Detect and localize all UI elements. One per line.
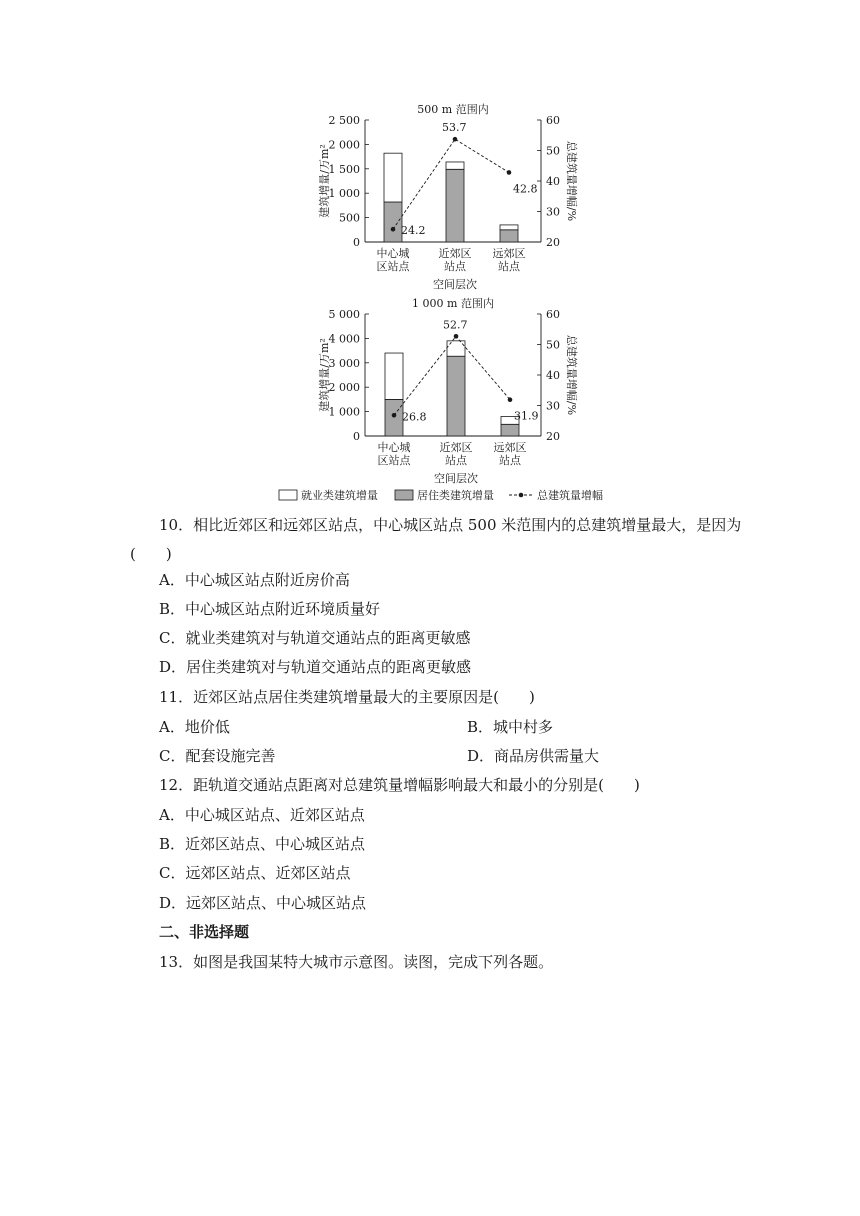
q10-option-c: C．就业类建筑对与轨道交通站点的距离更敏感 [159,629,471,647]
y-tick-label-left: 1 500 [328,162,360,176]
x-tick-label: 中心城 [377,441,411,454]
q11-option-d: D．商品房供需量大 [467,747,600,765]
bar-employment-inner-suburb [446,162,464,169]
y-tick-label-right: 40 [546,175,560,188]
y-tick-label-left: 1 000 [328,187,360,201]
q12-stem: 12．距轨道交通站点距离对总建筑量增幅影响最大和最小的分别是( ) [159,776,640,794]
growth-point-inner-suburb [454,334,459,339]
growth-label-central: 26.8 [402,410,427,424]
x-tick-label: 中心城 [376,247,410,260]
growth-label-inner-suburb: 52.7 [443,318,468,332]
x-tick-label: 区站点 [376,260,410,273]
x-tick-label: 区站点 [377,454,411,467]
bar-residential-central [384,202,402,242]
y-axis-title-right: 总建筑量增幅/% [565,140,578,222]
y-tick-label-right: 20 [546,236,560,249]
y-tick-label-left: 0 [353,430,360,443]
y-tick-label-left: 0 [353,236,360,249]
q11-stem: 11．近郊区站点居住类建筑增量最大的主要原因是( ) [159,688,535,706]
q10-option-b: B．中心城区站点附近环境质量好 [159,600,381,618]
bar-residential-inner-suburb [447,356,465,436]
growth-point-outer-suburb [508,397,513,402]
q10-stem-line2: ( ) [130,545,172,563]
bar-residential-inner-suburb [446,169,464,242]
bar-employment-outer-suburb [500,225,518,230]
x-tick-label: 近郊区 [439,441,473,454]
x-tick-label: 远郊区 [493,441,527,454]
q12-option-c: C．远郊区站点、近郊区站点 [159,864,351,882]
y-tick-label-right: 60 [546,114,560,127]
x-axis-title: 空间层次 [433,278,477,291]
growth-point-central [392,413,397,418]
y-axis-title-right: 总建筑量增幅/% [565,334,578,416]
x-tick-label: 站点 [445,454,467,467]
legend-label-employment: 就业类建筑增量 [301,489,378,502]
chart-title: 1 000 m 范围内 [412,297,494,310]
y-tick-label-right: 50 [546,338,560,352]
section-heading: 二、非选择题 [159,923,250,941]
y-tick-label-right: 20 [546,430,560,443]
q12-option-d: D．远郊区站点、中心城区站点 [159,894,367,912]
growth-label-outer-suburb: 42.8 [513,182,538,196]
y-tick-label-right: 50 [546,144,560,158]
legend-marker-growth [519,493,524,498]
legend-swatch-residential [395,490,413,500]
chart-title: 500 m 范围内 [417,103,489,116]
bar-residential-central [385,399,403,436]
y-tick-label-left: 2 000 [328,381,360,395]
figure [0,0,860,510]
legend [279,488,603,502]
x-tick-label: 站点 [444,260,466,273]
y-tick-label-left: 1 000 [328,405,360,419]
y-tick-label-left: 500 [339,211,360,225]
q12-option-a: A．中心城区站点、近郊区站点 [159,806,365,824]
q11-option-a: A．地价低 [159,718,230,736]
q11-option-c: C．配套设施完善 [159,747,276,765]
chart-500m [317,102,579,291]
q11-option-b: B．城中村多 [467,718,554,736]
x-tick-label: 近郊区 [438,247,472,260]
y-tick-label-left: 2 000 [328,138,360,152]
bar-residential-outer-suburb [500,230,518,242]
x-axis-title: 空间层次 [434,472,478,485]
q12-option-b: B．近郊区站点、中心城区站点 [159,835,366,853]
growth-point-outer-suburb [507,170,512,175]
y-axis-title-left: 建筑增量/万m² [318,338,331,412]
growth-label-outer-suburb: 31.9 [514,409,539,423]
legend-label-residential: 居住类建筑增量 [417,489,494,502]
x-tick-label: 远郊区 [492,247,526,260]
chart-1000m [317,296,579,485]
growth-point-inner-suburb [453,137,458,142]
y-tick-label-right: 30 [546,205,560,219]
growth-point-central [391,227,396,232]
x-tick-label: 站点 [498,260,520,273]
legend-swatch-employment [279,490,297,500]
y-tick-label-right: 60 [546,308,560,321]
y-tick-label-left: 3 000 [328,356,360,370]
bar-employment-central [384,153,402,202]
bar-employment-central [385,353,403,399]
y-tick-label-left: 2 500 [328,114,360,127]
q10-option-a: A．中心城区站点附近房价高 [159,571,350,589]
q10-stem-line1: 10．相比近郊区和远郊区站点，中心城区站点 500 米范围内的总建筑增量最大，是因为 [159,516,742,534]
y-axis-title-left: 建筑增量/万m² [318,144,331,218]
y-tick-label-right: 30 [546,399,560,413]
y-tick-label-left: 4 000 [328,332,360,346]
y-tick-label-right: 40 [546,369,560,382]
growth-label-central: 24.2 [401,224,426,238]
legend-label-growth: 总建筑量增幅 [537,489,603,502]
q10-option-d: D．居住类建筑对与轨道交通站点的距离更敏感 [159,658,472,676]
bar-employment-inner-suburb [447,341,465,356]
growth-label-inner-suburb: 53.7 [442,121,467,135]
x-tick-label: 站点 [499,454,521,467]
y-tick-label-left: 5 000 [328,308,360,321]
q13-stem: 13．如图是我国某特大城市示意图。读图，完成下列各题。 [159,953,554,971]
bar-residential-outer-suburb [501,424,519,436]
